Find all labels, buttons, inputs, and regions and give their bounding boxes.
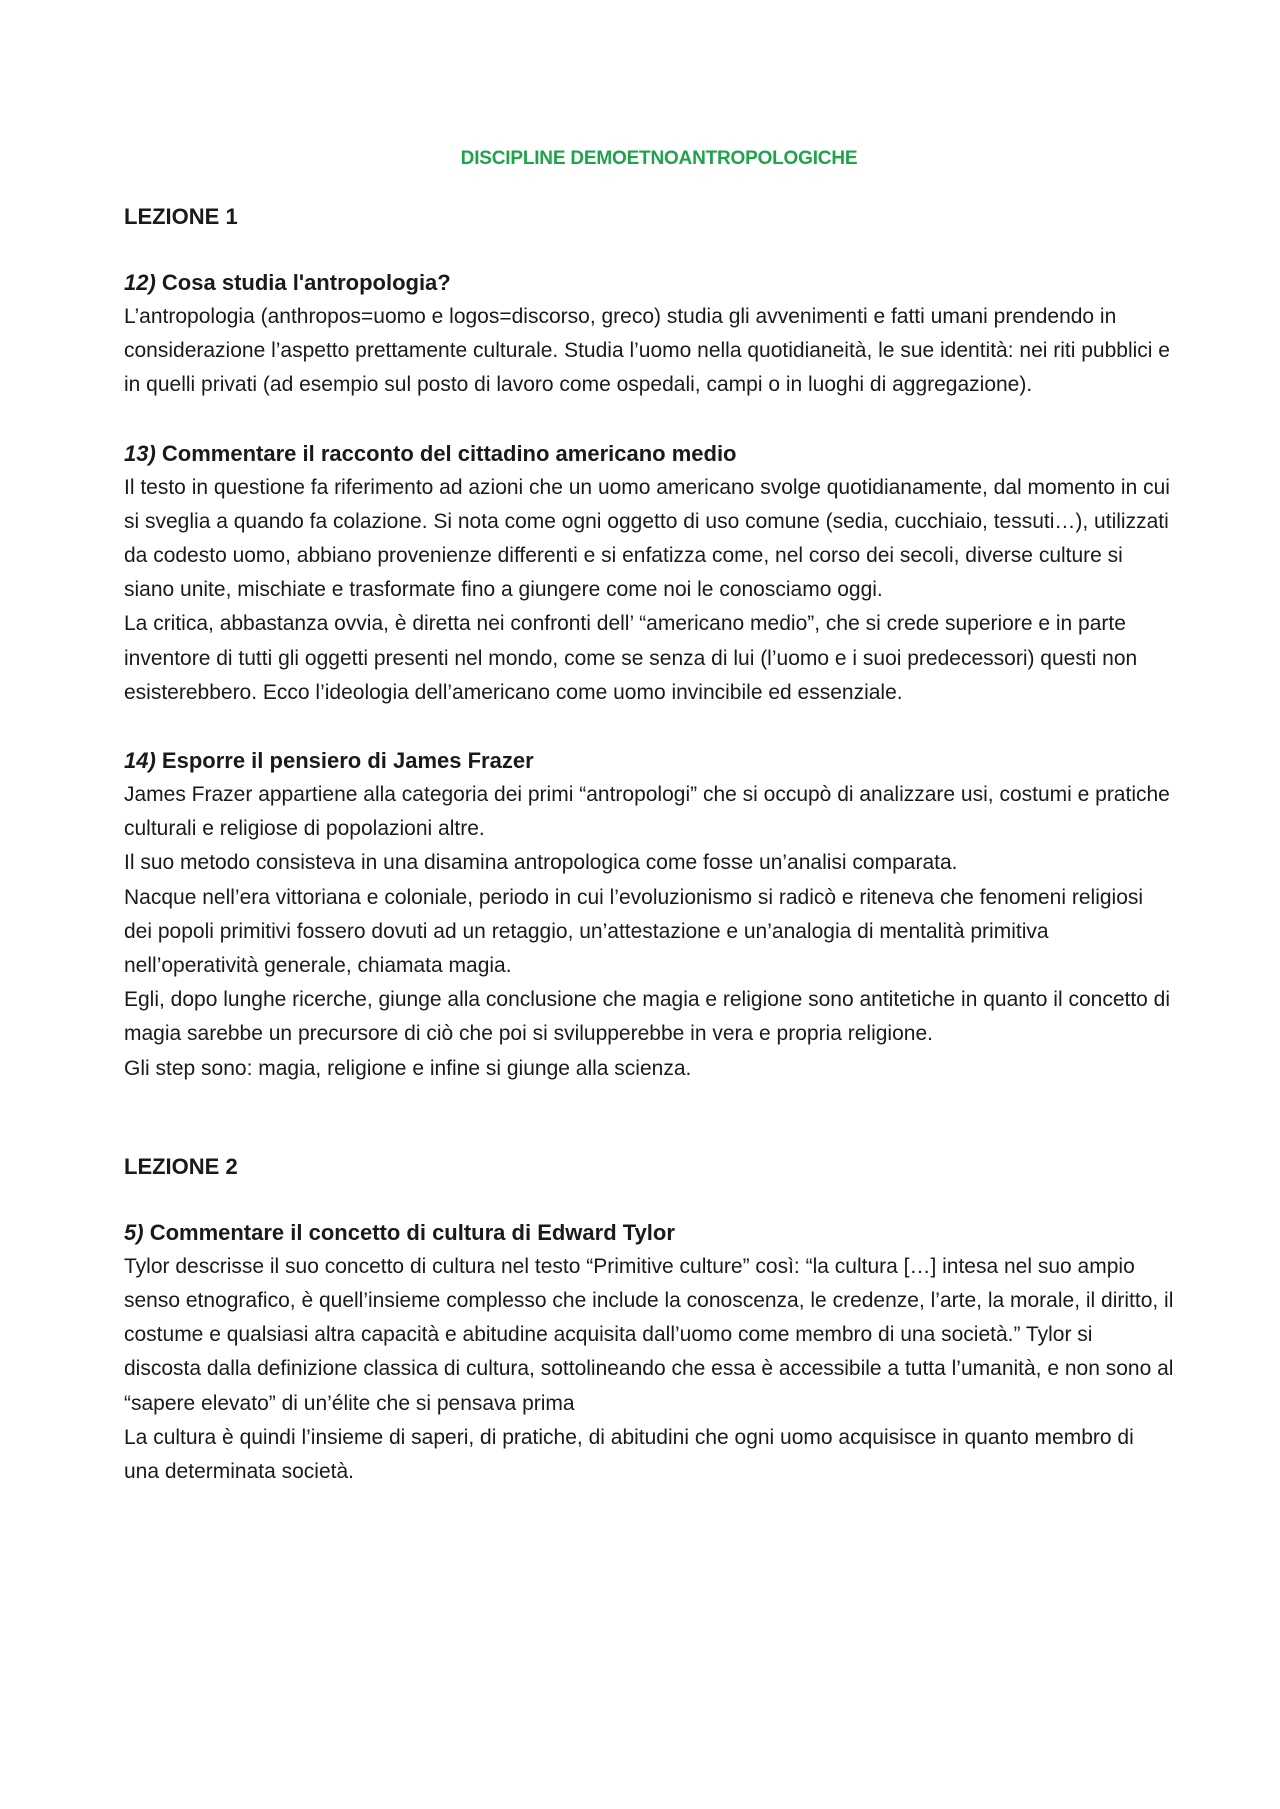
answer-paragraph: La critica, abbastanza ovvia, è diretta nei confronti dell’ “americano medio”, che si crede superiore e in parte inventore di tutti gli oggetti presenti nel mondo, come se senza di lui (l’uomo e i suoi predecessori) questi non esisterebbero. Ecco l’ideologia dell’americano come uomo invincibile ed essenziale.	[124, 612, 1138, 704]
answer-paragraph: Tylor descrisse il suo concetto di cultura nel testo “Primitive culture” così: “la cultura […] intesa nel suo ampio senso etnografico, è quell’insieme complesso che include la conoscenza, le credenze, l’arte, la morale, il diritto, il costume e qualsiasi altra capacità e abitudine acquisita dall’uomo come membro di una società.” Tylor si discosta dalla definizione classica di cultura, sottolineando che essa è accessibile a tutta l’umanità, e non sono al “sapere elevato” di un’élite che si pensava prima	[124, 1254, 1174, 1415]
question-block	[124, 1216, 1174, 1489]
lesson-heading: LEZIONE 2	[124, 1153, 238, 1179]
document-title: DISCIPLINE DEMOETNOANTROPOLOGICHE	[460, 148, 858, 169]
question-text: Cosa studia l'antropologia?	[161, 270, 451, 295]
spacer	[124, 1120, 1174, 1154]
question-text: Commentare il concetto di cultura di Edward Tylor	[149, 1219, 675, 1245]
question-title	[124, 266, 1174, 300]
document-page	[124, 148, 1174, 1523]
question-number: 5)	[124, 1219, 144, 1245]
question-text: Esporre il pensiero di James Frazer	[161, 748, 534, 774]
question-block	[124, 437, 1174, 710]
question-title	[124, 744, 1174, 778]
question-block	[124, 744, 1174, 1086]
question-title	[124, 437, 1174, 471]
answer-paragraph: Egli, dopo lunghe ricerche, giunge alla conclusione che magia e religione sono antitetiche in quanto il concetto di magia sarebbe un precursore di ciò che poi si svilupperebbe in vera e propria religione.	[124, 988, 1171, 1046]
question-block	[124, 266, 1174, 403]
question-title	[124, 1216, 1174, 1250]
answer-paragraph: Il suo metodo consisteva in una disamina antropologica come fosse un’analisi comparata.	[124, 851, 958, 875]
answer-paragraph: James Frazer appartiene alla categoria dei primi “antropologi” che si occupò di analizzare usi, costumi e pratiche culturali e religiose di popolazioni altre.	[124, 783, 1170, 841]
answer-paragraph: Nacque nell’era vittoriana e coloniale, periodo in cui l’evoluzionismo si radicò e riteneva che fenomeni religiosi dei popoli primitivi fossero dovuti ad un retaggio, un’attestazione e un’analogia di mentalità primitiva nell’operatività generale, chiamata magia.	[124, 885, 1144, 978]
question-number: 13)	[124, 440, 156, 466]
question-number: 12)	[124, 270, 156, 295]
answer-paragraph: Il testo in questione fa riferimento ad azioni che un uomo americano svolge quotidianamente, dal momento in cui si sveglia a quando fa colazione. Si nota come ogni oggetto di uso comune (sedia, cucchiaio, tessuti…), utilizzati da codesto uomo, abbiano provenienze differenti e si enfatizza come, nel corso dei secoli, diverse culture si siano unite, mischiate e trasformate fino a giungere come noi le conosciamo oggi.	[124, 475, 1170, 602]
question-text: Commentare il racconto del cittadino americano medio	[161, 440, 737, 466]
lesson-section	[124, 204, 1174, 1086]
lesson-heading: LEZIONE 1	[124, 204, 238, 229]
answer-paragraph: L’antropologia (anthropos=uomo e logos=discorso, greco) studia gli avvenimenti e fatti umani prendendo in considerazione l’aspetto prettamente culturale. Studia l’uomo nella quotidianeità, le sue identità: nei riti pubblici e in quelli privati (ad esempio sul posto di lavoro come ospedali, campi o in luoghi di aggregazione).	[124, 305, 1170, 397]
question-number: 14)	[124, 748, 156, 774]
answer-paragraph: La cultura è quindi l’insieme di saperi, di pratiche, di abitudini che ogni uomo acquisisce in quanto membro di una determinata società.	[124, 1425, 1134, 1484]
lesson-section	[124, 1154, 1174, 1489]
answer-paragraph: Gli step sono: magia, religione e infine si giunge alla scienza.	[124, 1056, 692, 1080]
